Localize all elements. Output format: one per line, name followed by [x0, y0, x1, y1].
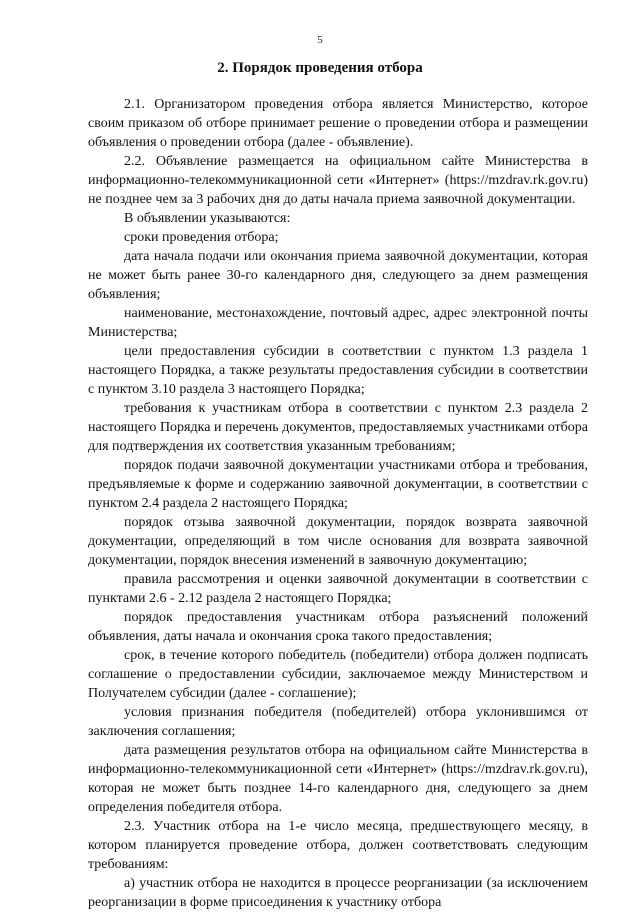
paragraph: правила рассмотрения и оценки заявочной документации в соответствии с пунктами 2.6 - 2.12 раздела 2 настоящего Порядка;	[88, 572, 588, 606]
paragraph: требования к участникам отбора в соответствии с пунктом 2.3 раздела 2 настоящего Порядка и перечень документов, предоставляемых участниками отбора для подтверждения их соответствия указанным требованиям;	[88, 401, 588, 454]
paragraph: дата размещения результатов отбора на официальном сайте Министерства в информационно-телекоммуникационной сети «Интернет» (https://mzdrav.rk.gov.ru), которая не может быть позднее 14-го календарного дня, следующего за днем определения победителя отбора.	[88, 743, 588, 815]
paragraph: 2.1. Организатором проведения отбора является Министерство, которое своим приказом об отборе принимает решение о проведении отбора и размещении объявления о проведении отбора (далее - объявление).	[88, 97, 588, 150]
paragraph: наименование, местонахождение, почтовый адрес, адрес электронной почты Министерства;	[88, 306, 588, 340]
page-number: 5	[317, 34, 323, 46]
section-heading: 2. Порядок проведения отбора	[217, 60, 423, 76]
document-body	[88, 95, 588, 912]
paragraph: условия признания победителя (победителей) отбора уклонившимся от заключения соглашения;	[88, 705, 588, 739]
paragraph: порядок подачи заявочной документации участниками отбора и требования, предъявляемые к форме и содержанию заявочной документации, в соответствии с пунктом 2.4 раздела 2 настоящего Порядка;	[88, 458, 588, 511]
paragraph: сроки проведения отбора;	[124, 230, 279, 245]
paragraph: дата начала подачи или окончания приема заявочной документации, которая не может быть ранее 30-го календарного дня, следующего за днем размещения объявления;	[88, 249, 588, 302]
paragraph: срок, в течение которого победитель (победители) отбора должен подписать соглашение о предоставлении субсидии, заключаемое между Министерством и Получателем субсидии (далее - соглашение);	[88, 648, 588, 701]
paragraph: цели предоставления субсидии в соответствии с пунктом 1.3 раздела 1 настоящего Порядка, а также результаты предоставления субсидии в соответствии с пунктом 3.10 раздела 3 настоящего Порядка;	[88, 344, 588, 397]
paragraph: В объявлении указываются:	[124, 211, 291, 226]
paragraph: а) участник отбора не находится в процессе реорганизации (за исключением реорганизации в форме присоединения к участнику отбора	[88, 876, 588, 910]
paragraph: 2.3. Участник отбора на 1-е число месяца, предшествующего месяцу, в котором планируется проведение отбора, должен соответствовать следующим требованиям:	[88, 819, 588, 872]
paragraph: порядок предоставления участникам отбора разъяснений положений объявления, даты начала и окончания срока такого предоставления;	[88, 610, 588, 644]
paragraph: 2.2. Объявление размещается на официальном сайте Министерства в информационно-телекоммуникационной сети «Интернет» (https://mzdrav.rk.gov.ru) не позднее чем за 3 рабочих дня до даты начала приема заявочной документации.	[88, 154, 588, 207]
paragraph: порядок отзыва заявочной документации, порядок возврата заявочной документации, определяющий в том числе основания для возврата заявочной документации, порядок внесения изменений в заявочную документацию;	[88, 515, 588, 568]
